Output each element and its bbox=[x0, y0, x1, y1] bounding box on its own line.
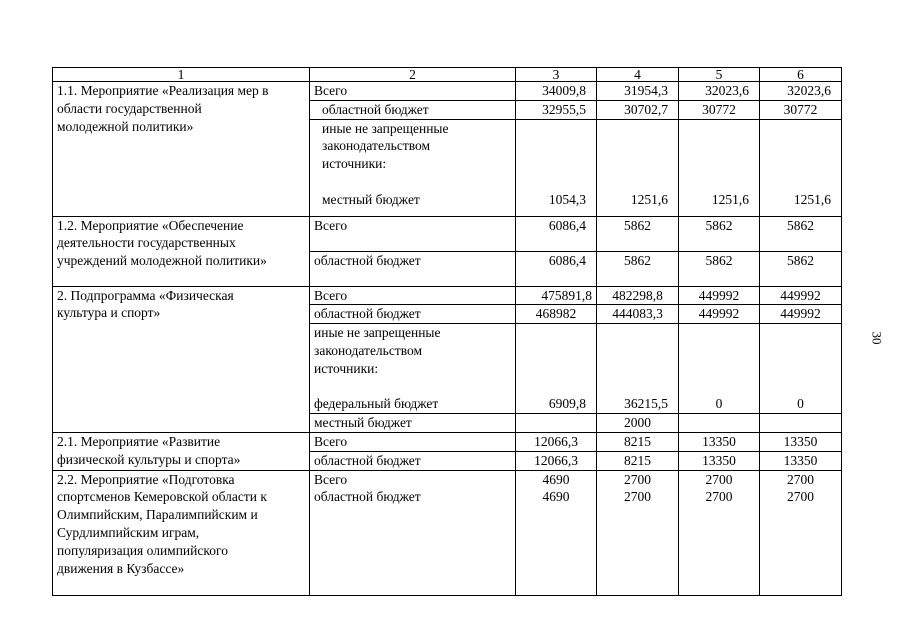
value-cell: 2700 bbox=[679, 470, 760, 488]
row-title-line: культура и спорт» bbox=[57, 305, 161, 321]
value-cell: 2700 bbox=[597, 488, 679, 506]
table-row bbox=[53, 286, 842, 305]
value-cell: 36215,5 bbox=[597, 324, 679, 414]
row-title-line: популяризация олимпийского bbox=[57, 542, 228, 558]
value-cell: 6086,4 bbox=[516, 251, 597, 286]
source-label: законодательством bbox=[322, 138, 431, 154]
value-cell: 449992 bbox=[679, 305, 760, 324]
value-cell: 6909,8 bbox=[516, 324, 597, 414]
table-row bbox=[53, 470, 842, 488]
row-title-line: 1.2. Мероприятие «Обеспечение bbox=[57, 217, 244, 233]
value-cell: 475891,8 bbox=[516, 286, 597, 305]
source-label: Всего bbox=[310, 432, 516, 451]
value-cell: 468982 bbox=[516, 305, 597, 324]
source-label: областной бюджет bbox=[310, 451, 516, 470]
value-cell: 34009,8 bbox=[516, 82, 597, 101]
source-label: законодательством bbox=[314, 342, 423, 358]
value-cell: 12066,3 bbox=[516, 432, 597, 451]
value-cell: 5862 bbox=[679, 216, 760, 251]
value-cell: 2700 bbox=[597, 470, 679, 488]
row-title-line: 1.1. Мероприятие «Реализация мер в bbox=[57, 83, 269, 98]
table-row bbox=[53, 82, 842, 101]
source-label: Всего bbox=[310, 470, 516, 488]
value-cell bbox=[516, 414, 597, 433]
source-label: областной бюджет bbox=[310, 305, 516, 324]
source-label: местный бюджет bbox=[322, 191, 420, 207]
value-cell: 2000 bbox=[597, 414, 679, 433]
table-row bbox=[53, 432, 842, 451]
value-cell: 30702,7 bbox=[597, 100, 679, 119]
value-cell bbox=[679, 414, 760, 433]
header-cell: 2 bbox=[310, 68, 516, 82]
budget-table bbox=[52, 67, 842, 596]
value-cell: 5862 bbox=[760, 251, 842, 286]
row-title-line: молодежной политики» bbox=[57, 118, 194, 134]
source-label: Всего bbox=[310, 216, 516, 251]
value-cell: 8215 bbox=[597, 451, 679, 470]
value-cell: 13350 bbox=[679, 432, 760, 451]
row-title-line: области государственной bbox=[57, 100, 202, 116]
row-title-cell bbox=[53, 470, 310, 595]
row-title-line: учреждений молодежной политики» bbox=[57, 253, 267, 269]
source-label: источники: bbox=[322, 156, 387, 172]
row-title-line: 2.1. Мероприятие «Развитие bbox=[57, 433, 221, 449]
value-cell: 1251,6 bbox=[760, 119, 842, 216]
table-header-row bbox=[53, 68, 842, 82]
header-cell: 6 bbox=[760, 68, 842, 82]
header-cell: 1 bbox=[53, 68, 310, 82]
value-cell: 444083,3 bbox=[597, 305, 679, 324]
value-cell: 32955,5 bbox=[516, 100, 597, 119]
value-cell: 1251,6 bbox=[679, 119, 760, 216]
value-cell: 4690 bbox=[516, 488, 597, 506]
row-title-line: 2. Подпрограмма «Физическая bbox=[57, 287, 234, 303]
value-cell: 12066,3 bbox=[516, 451, 597, 470]
row-title-line: деятельности государственных bbox=[57, 235, 236, 251]
value-cell: 0 bbox=[760, 324, 842, 414]
row-title-line: Сурдлимпийским играм, bbox=[57, 524, 200, 540]
source-label: Всего bbox=[310, 286, 516, 305]
source-label: областной бюджет bbox=[310, 251, 516, 286]
value-cell: 4690 bbox=[516, 470, 597, 488]
value-cell: 32023,6 bbox=[679, 82, 760, 101]
value-cell: 8215 bbox=[597, 432, 679, 451]
row-title-line: Олимпийским, Паралимпийским и bbox=[57, 507, 258, 523]
source-label: областной бюджет bbox=[310, 488, 516, 506]
value-cell: 5862 bbox=[597, 251, 679, 286]
value-cell: 6086,4 bbox=[516, 216, 597, 251]
value-cell: 2700 bbox=[760, 470, 842, 488]
table-row bbox=[53, 216, 842, 251]
source-label: иные не запрещенные bbox=[322, 120, 449, 136]
header-cell: 4 bbox=[597, 68, 679, 82]
value-cell: 449992 bbox=[760, 286, 842, 305]
row-title-cell bbox=[53, 82, 310, 217]
header-cell: 5 bbox=[679, 68, 760, 82]
value-cell: 449992 bbox=[679, 286, 760, 305]
source-label-block bbox=[310, 119, 516, 216]
value-cell: 13350 bbox=[679, 451, 760, 470]
source-label: федеральный бюджет bbox=[314, 396, 439, 412]
value-cell: 30772 bbox=[760, 100, 842, 119]
page-number: 30 bbox=[869, 331, 885, 345]
value-cell: 2700 bbox=[679, 488, 760, 506]
value-cell: 5862 bbox=[597, 216, 679, 251]
row-title-cell bbox=[53, 432, 310, 470]
value-cell: 31954,3 bbox=[597, 82, 679, 101]
row-title-line: 2.2. Мероприятие «Подготовка bbox=[57, 471, 235, 487]
value-cell: 32023,6 bbox=[760, 82, 842, 101]
value-cell: 0 bbox=[679, 324, 760, 414]
source-label: областной бюджет bbox=[310, 100, 516, 119]
row-title-line: движения в Кузбассе» bbox=[57, 560, 185, 576]
source-label: источники: bbox=[314, 360, 379, 376]
value-cell: 13350 bbox=[760, 451, 842, 470]
source-label: иные не запрещенные bbox=[314, 325, 441, 341]
value-cell: 449992 bbox=[760, 305, 842, 324]
row-title-cell bbox=[53, 216, 310, 286]
row-title-line: физической культуры и спорта» bbox=[57, 451, 241, 467]
header-cell: 3 bbox=[516, 68, 597, 82]
value-cell: 2700 bbox=[760, 488, 842, 506]
value-cell: 13350 bbox=[760, 432, 842, 451]
value-cell: 30772 bbox=[679, 100, 760, 119]
value-cell: 5862 bbox=[760, 216, 842, 251]
value-cell: 5862 bbox=[679, 251, 760, 286]
value-cell bbox=[760, 414, 842, 433]
row-title-cell bbox=[53, 286, 310, 432]
source-label: местный бюджет bbox=[310, 414, 516, 433]
source-label: Всего bbox=[310, 82, 516, 101]
source-label-block bbox=[310, 324, 516, 414]
value-cell: 482298,8 bbox=[597, 286, 679, 305]
value-cell: 1054,3 bbox=[516, 119, 597, 216]
value-cell: 1251,6 bbox=[597, 119, 679, 216]
row-title-line: спортсменов Кемеровской области к bbox=[57, 489, 267, 505]
